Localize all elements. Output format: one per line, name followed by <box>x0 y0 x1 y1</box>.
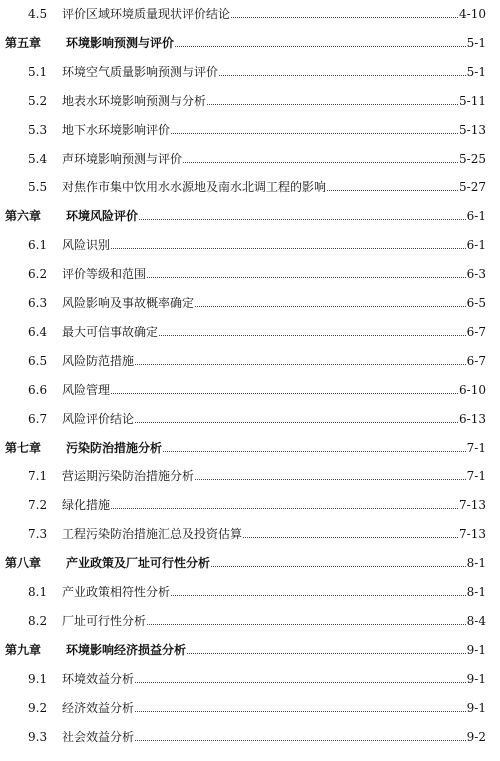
toc-number: 8.2 <box>28 611 47 631</box>
toc-chapter-row[interactable] <box>0 33 500 53</box>
toc-page-number: 4-10 <box>459 4 486 24</box>
toc-page-number: 9-1 <box>467 698 486 718</box>
toc-number: 6.1 <box>28 235 47 255</box>
toc-title: 环境效益分析 <box>62 669 134 689</box>
toc-title: 风险管理 <box>62 380 110 400</box>
toc-number: 5.2 <box>28 91 47 111</box>
toc-chapter-row[interactable] <box>0 553 500 573</box>
toc-page-number: 9-1 <box>467 669 486 689</box>
toc-title: 风险评价结论 <box>62 409 134 429</box>
toc-section-row[interactable] <box>0 264 500 284</box>
toc-page-number: 5-25 <box>459 149 486 169</box>
toc-number: 5.4 <box>28 149 47 169</box>
toc-page-number: 7-1 <box>467 438 486 458</box>
toc-title: 风险影响及事故概率确定 <box>62 293 194 313</box>
toc-section-row[interactable] <box>0 177 500 197</box>
toc-section-row[interactable] <box>0 120 500 140</box>
toc-number: 9.2 <box>28 698 47 718</box>
toc-page-number: 8-1 <box>467 582 486 602</box>
toc-number: 7.3 <box>28 524 47 544</box>
toc-title: 环境风险评价 <box>66 206 138 226</box>
toc-number: 第七章 <box>5 438 41 458</box>
toc-page-number: 8-4 <box>467 611 486 631</box>
toc-title: 营运期污染防治措施分析 <box>62 466 194 486</box>
toc-page-number: 5-13 <box>459 120 486 140</box>
toc-section-row[interactable] <box>0 351 500 371</box>
toc-leader-dots <box>62 393 486 394</box>
toc-page-number: 8-1 <box>467 553 486 573</box>
toc-number: 9.1 <box>28 669 47 689</box>
toc-page-number: 7-13 <box>459 495 486 515</box>
toc-page-number: 6-1 <box>467 206 486 226</box>
toc-section-row[interactable] <box>0 293 500 313</box>
toc-page-number: 6-13 <box>459 409 486 429</box>
toc-number: 9.3 <box>28 727 47 747</box>
toc-number: 第九章 <box>5 640 41 660</box>
toc-section-row[interactable] <box>0 611 500 631</box>
toc-title: 环境影响预测与评价 <box>66 33 174 53</box>
toc-title: 风险防范措施 <box>62 351 134 371</box>
toc-section-row[interactable] <box>0 727 500 747</box>
toc-page-number: 6-3 <box>467 264 486 284</box>
toc-page-number: 9-2 <box>467 727 486 747</box>
toc-section-row[interactable] <box>0 4 500 24</box>
toc-title: 地下水环境影响评价 <box>62 120 170 140</box>
toc-number: 第五章 <box>5 33 41 53</box>
toc-page-number: 6-7 <box>467 322 486 342</box>
toc-page-number: 5-1 <box>467 62 486 82</box>
toc-title: 产业政策相符性分析 <box>62 582 170 602</box>
toc-title: 地表水环境影响预测与分析 <box>62 91 206 111</box>
toc-chapter-row[interactable] <box>0 640 500 660</box>
toc-number: 6.3 <box>28 293 47 313</box>
toc-section-row[interactable] <box>0 698 500 718</box>
toc-title: 评价等级和范围 <box>62 264 146 284</box>
toc-title: 最大可信事故确定 <box>62 322 158 342</box>
toc-number: 8.1 <box>28 582 47 602</box>
toc-page-number: 7-13 <box>459 524 486 544</box>
toc-title: 声环境影响预测与评价 <box>62 149 182 169</box>
toc-section-row[interactable] <box>0 524 500 544</box>
toc-number: 6.5 <box>28 351 47 371</box>
toc-section-row[interactable] <box>0 235 500 255</box>
toc-number: 5.1 <box>28 62 47 82</box>
toc-section-row[interactable] <box>0 380 500 400</box>
toc-section-row[interactable] <box>0 495 500 515</box>
toc-number: 6.2 <box>28 264 47 284</box>
toc-section-row[interactable] <box>0 582 500 602</box>
toc-page-number: 5-27 <box>459 177 486 197</box>
toc-title: 评价区域环境质量现状评价结论 <box>62 4 230 24</box>
toc-title: 厂址可行性分析 <box>62 611 146 631</box>
toc-title: 绿化措施 <box>62 495 110 515</box>
toc-section-row[interactable] <box>0 669 500 689</box>
toc-page-number: 5-11 <box>459 91 486 111</box>
toc-section-row[interactable] <box>0 62 500 82</box>
toc-section-row[interactable] <box>0 466 500 486</box>
toc-title: 环境影响经济损益分析 <box>66 640 186 660</box>
toc-page-number: 6-5 <box>467 293 486 313</box>
toc-number: 4.5 <box>28 4 47 24</box>
toc-title: 对焦作市集中饮用水水源地及南水北调工程的影响 <box>62 177 326 197</box>
toc-title: 风险识别 <box>62 235 110 255</box>
toc-section-row[interactable] <box>0 91 500 111</box>
toc-page-number: 6-10 <box>459 380 486 400</box>
toc-page-number: 9-1 <box>467 640 486 660</box>
toc-title: 社会效益分析 <box>62 727 134 747</box>
toc-title: 环境空气质量影响预测与评价 <box>62 62 218 82</box>
toc-number: 6.4 <box>28 322 47 342</box>
toc-number: 7.1 <box>28 466 47 486</box>
toc-number: 第六章 <box>5 206 41 226</box>
toc-title: 经济效益分析 <box>62 698 134 718</box>
toc-chapter-row[interactable] <box>0 206 500 226</box>
toc-section-row[interactable] <box>0 149 500 169</box>
toc-number: 7.2 <box>28 495 47 515</box>
toc-page-number: 6-7 <box>467 351 486 371</box>
toc-page-number: 7-1 <box>467 466 486 486</box>
toc-title: 工程污染防治措施汇总及投资估算 <box>62 524 242 544</box>
toc-leader-dots <box>62 248 486 249</box>
toc-number: 5.3 <box>28 120 47 140</box>
toc-title: 产业政策及厂址可行性分析 <box>66 553 210 573</box>
toc-page-number: 5-1 <box>467 33 486 53</box>
toc-number: 6.7 <box>28 409 47 429</box>
toc-section-row[interactable] <box>0 409 500 429</box>
toc-chapter-row[interactable] <box>0 438 500 458</box>
toc-number: 6.6 <box>28 380 47 400</box>
toc-page-number: 6-1 <box>467 235 486 255</box>
toc-leader-dots <box>62 508 486 509</box>
toc-title: 污染防治措施分析 <box>66 438 162 458</box>
toc-number: 第八章 <box>5 553 41 573</box>
toc-number: 5.5 <box>28 177 47 197</box>
toc-section-row[interactable] <box>0 322 500 342</box>
